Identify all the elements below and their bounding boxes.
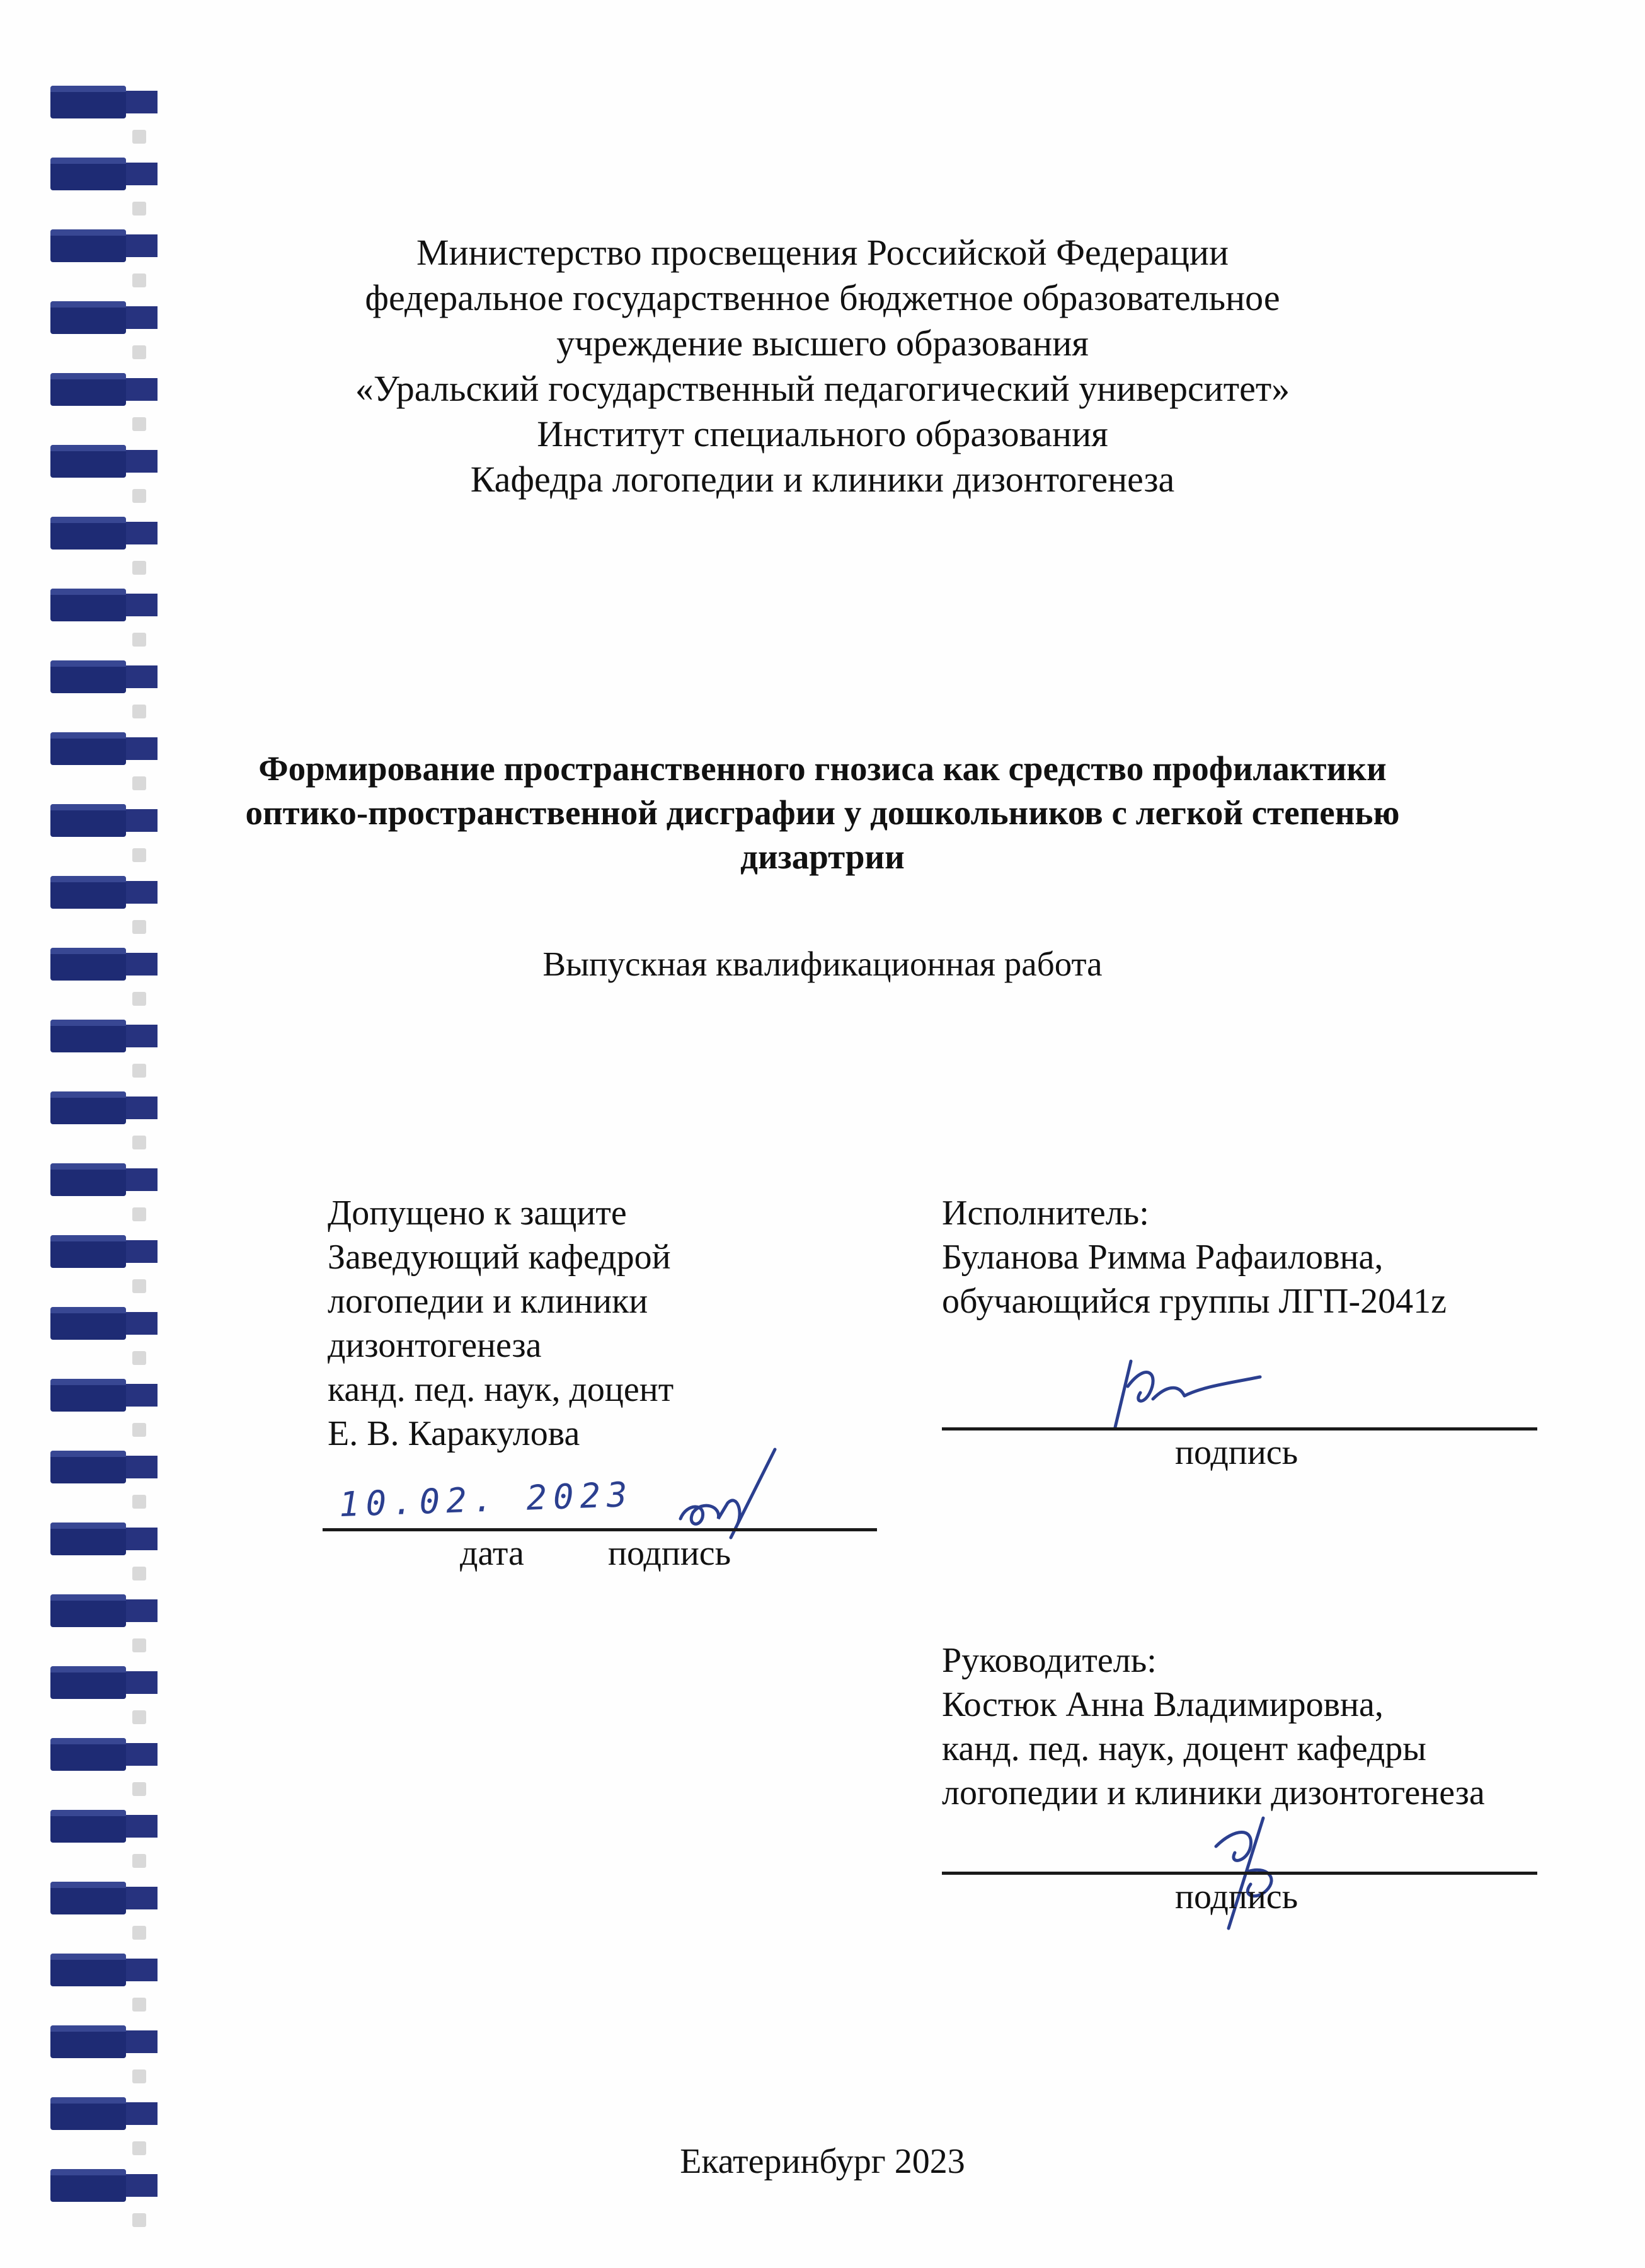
supervisor-line: Костюк Анна Владимировна, [942,1685,1384,1724]
executor-signature [1096,1349,1273,1437]
binding-coil [38,1591,164,1630]
binding-hole [132,633,146,647]
binding-hole [132,561,146,575]
binding-hole [132,1423,146,1437]
binding-coil [38,154,164,193]
binding-coil [38,1016,164,1055]
binding-hole [132,202,146,216]
binding-hole [132,1064,146,1078]
executor-line: Исполнитель: [942,1194,1149,1233]
binding-hole [132,2213,146,2227]
supervisor-signature-caption: подпись [1175,1877,1298,1916]
binding-coil [38,1160,164,1199]
header-line: Кафедра логопедии и клиники дизонтогенеза [470,459,1175,500]
work-type: Выпускная квалификационная работа [542,945,1103,983]
admission-line: дизонтогенеза [328,1326,542,1365]
executor-signature-caption: подпись [1175,1433,1298,1472]
binding-coil [38,1303,164,1342]
handwritten-date: 10.02. 2023 [338,1474,634,1525]
admission-signature-caption: подпись [608,1534,731,1573]
binding-hole [132,992,146,1006]
title-line: Формирование пространственного гнозиса как средство профилактики [258,749,1387,788]
binding-coil [38,1806,164,1845]
thesis-title [0,747,1645,879]
binding-coil [38,82,164,121]
binding-coil [38,1447,164,1486]
binding-hole [132,1854,146,1868]
admission-line: Допущено к защите [328,1194,627,1233]
admission-line: Е. В. Каракулова [328,1414,580,1453]
binding-coil [38,657,164,696]
binding-coil [38,1088,164,1127]
executor-line: Буланова Римма Рафаиловна, [942,1238,1384,1277]
binding-hole [132,1279,146,1293]
header-line: учреждение высшего образования [556,323,1089,364]
supervisor-line: канд. пед. наук, доцент кафедры [942,1729,1426,1768]
binding-coil [38,585,164,624]
supervisor-block [942,1638,1485,1815]
admission-line: канд. пед. наук, доцент [328,1370,674,1409]
header-line: «Уральский государственный педагогический университет» [355,368,1290,409]
binding-hole [132,1638,146,1652]
title-line: дизартрии [740,838,905,876]
binding-coil [38,2022,164,2061]
header-line: федеральное государственное бюджетное образовательное [365,277,1280,318]
binding-coil [38,513,164,552]
binding-hole [132,920,146,934]
binding-hole [132,1207,146,1221]
header-line: Институт специального образования [537,413,1108,454]
supervisor-line: логопедии и клиники дизонтогенеза [942,1773,1485,1812]
binding-hole [132,705,146,718]
binding-hole [132,1710,146,1724]
executor-block [942,1191,1447,1323]
binding-coil [38,2093,164,2133]
header-line: Министерство просвещения Российской Федерации [416,232,1229,273]
binding-hole [132,130,146,144]
binding-hole [132,1998,146,2012]
admission-signature-line [323,1528,877,1531]
binding-coil [38,1878,164,1917]
admission-block [328,1191,673,1456]
binding-hole [132,1495,146,1509]
binding-hole [132,1782,146,1796]
binding-hole [132,1136,146,1149]
binding-coil [38,1734,164,1773]
title-line: оптико-пространственной дисграфии у дошкольников с легкой степенью [245,793,1400,832]
binding-coil [38,1662,164,1701]
binding-coil [38,1519,164,1558]
binding-coil [38,1375,164,1414]
admission-line: Заведующий кафедрой [328,1238,671,1277]
city-year: Екатеринбург 2023 [680,2142,965,2181]
institution-header [0,230,1645,502]
binding-hole [132,1567,146,1580]
executor-line: обучающийся группы ЛГП-2041z [942,1282,1447,1321]
date-caption: дата [460,1534,524,1573]
binding-hole [132,1351,146,1365]
binding-coil [38,1231,164,1270]
admission-line: логопедии и клиники [328,1282,648,1321]
supervisor-line: Руководитель: [942,1641,1157,1680]
binding-coil [38,1950,164,1989]
binding-hole [132,2069,146,2083]
binding-hole [132,1926,146,1940]
